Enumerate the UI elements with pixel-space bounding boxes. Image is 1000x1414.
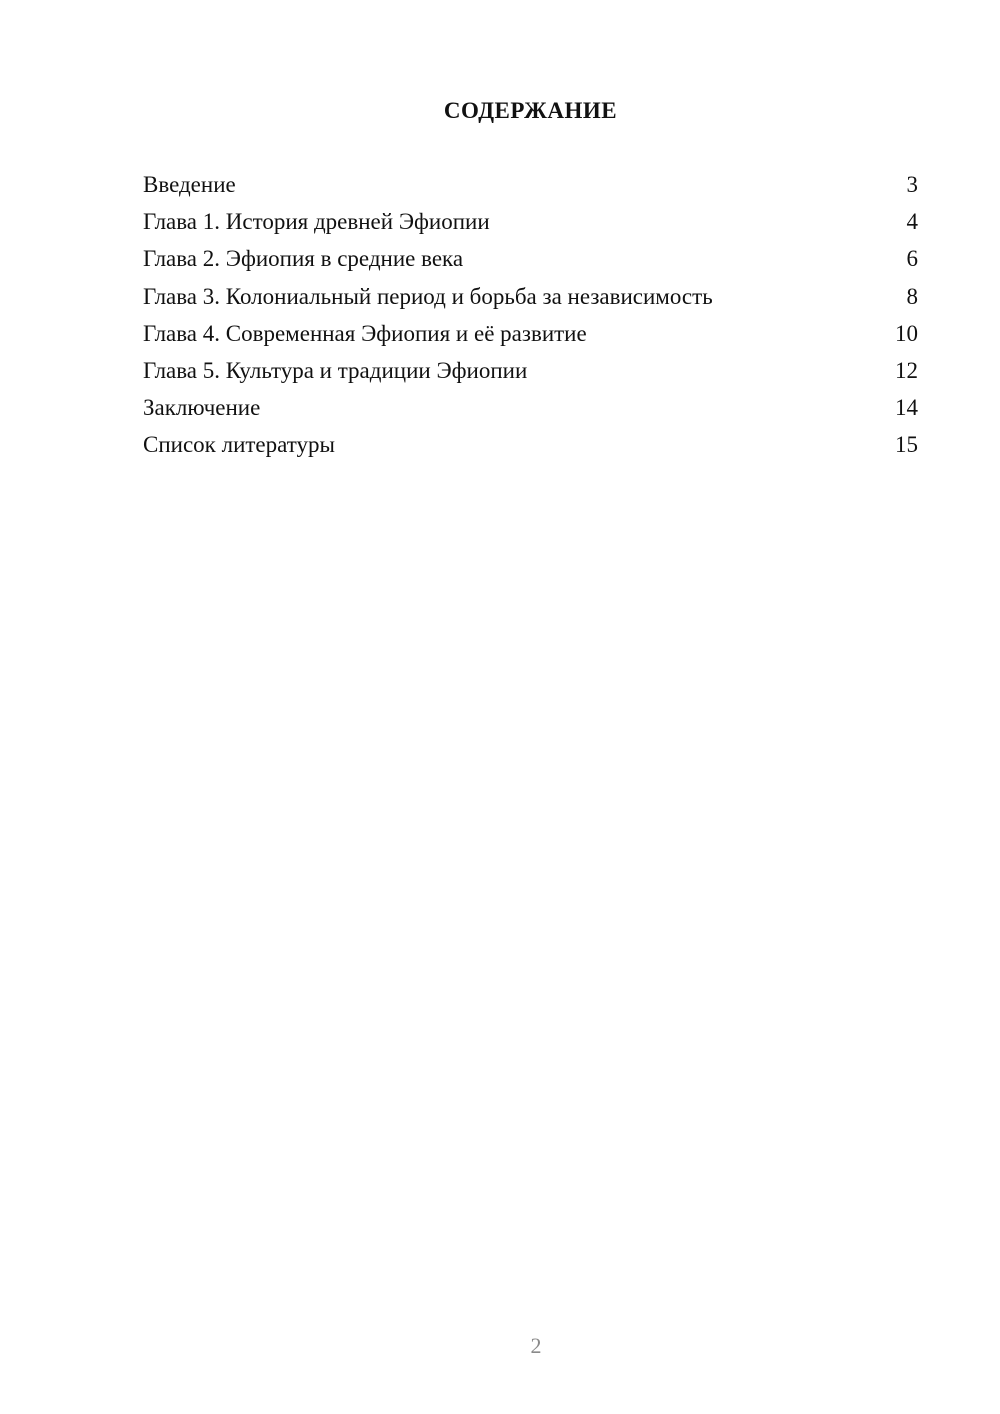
toc-entry-label: Глава 4. Современная Эфиопия и её развитие <box>143 320 587 346</box>
toc-entry-page: 8 <box>906 283 918 309</box>
toc-entry-chapter-4[interactable] <box>143 318 918 355</box>
toc-entry-chapter-3[interactable] <box>143 281 918 318</box>
toc-entry-page: 10 <box>895 320 918 346</box>
toc-entry-page: 12 <box>895 357 918 383</box>
toc-entry-label: Глава 5. Культура и традиции Эфиопии <box>143 357 528 383</box>
toc-entry-label: Глава 2. Эфиопия в средние века <box>143 246 464 272</box>
toc-entry-chapter-1[interactable] <box>143 206 918 243</box>
toc-entry-page: 6 <box>906 246 918 272</box>
toc-entry-label: Глава 1. История древней Эфиопии <box>143 209 490 235</box>
toc-entry-conclusion[interactable] <box>143 392 918 429</box>
toc-entry-page: 14 <box>895 395 918 421</box>
toc-entry-label: Список литературы <box>143 432 335 458</box>
toc-entry-label: Введение <box>143 172 236 197</box>
page-number: 2 <box>530 1333 542 1358</box>
toc-entry-references[interactable] <box>143 429 918 466</box>
toc-entry-label: Глава 3. Колониальный период и борьба за независимость <box>143 283 713 309</box>
page-title: СОДЕРЖАНИЕ <box>443 98 618 123</box>
toc-entry-introduction[interactable] <box>143 169 918 206</box>
toc-entry-chapter-5[interactable] <box>143 355 918 392</box>
toc-entry-page: 4 <box>906 209 918 235</box>
toc-entry-page: 3 <box>906 172 918 197</box>
table-of-contents <box>143 169 918 467</box>
toc-entry-page: 15 <box>895 432 918 458</box>
toc-entry-label: Заключение <box>143 395 261 421</box>
toc-entry-chapter-2[interactable] <box>143 243 918 280</box>
